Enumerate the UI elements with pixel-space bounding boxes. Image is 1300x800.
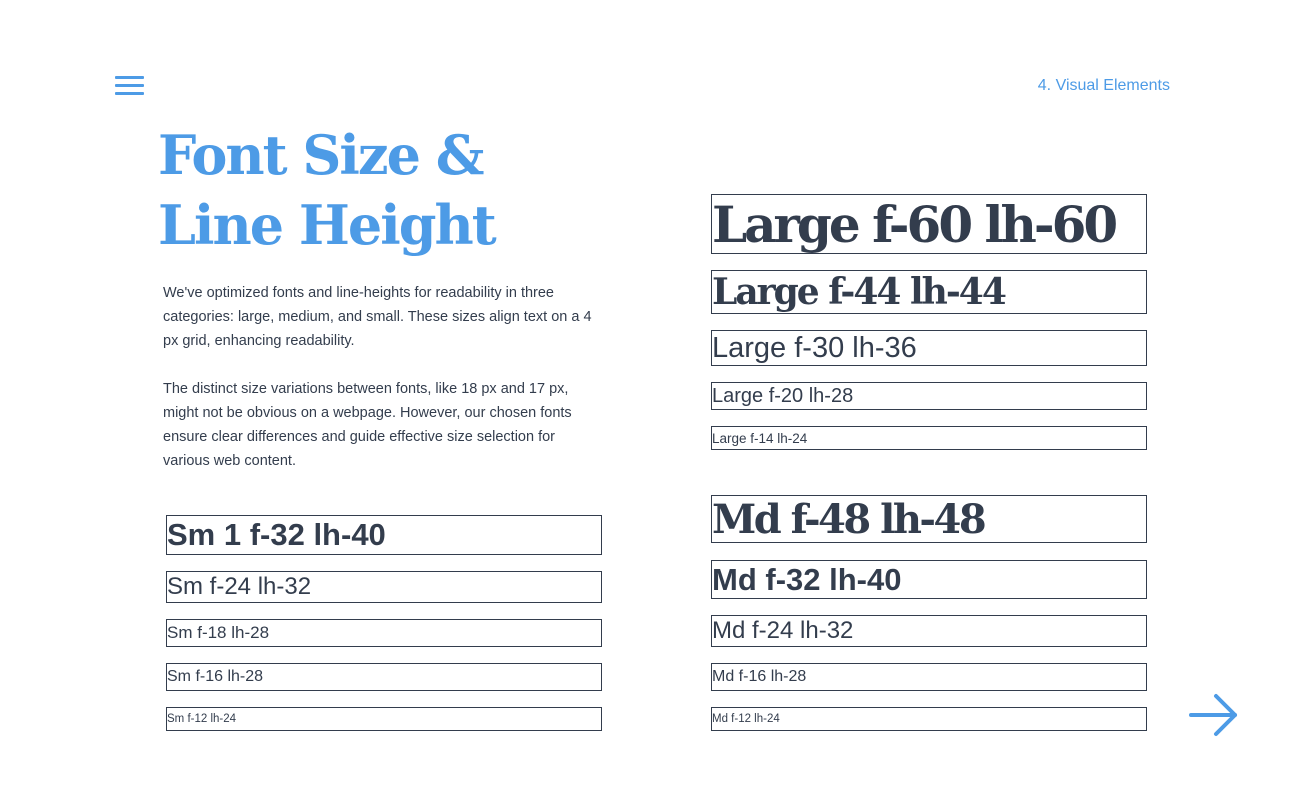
- sample-sm-4: Sm f-16 lh-28: [166, 663, 602, 691]
- sample-md-2: Md f-32 lh-40: [711, 560, 1147, 599]
- sample-sm-2: Sm f-24 lh-32: [166, 571, 602, 603]
- sample-sm-1: Sm 1 f-32 lh-40: [166, 515, 602, 555]
- sample-large-5: Large f-14 lh-24: [711, 426, 1147, 450]
- sample-large-1: Large f-60 lh-60: [711, 194, 1147, 254]
- arrow-right-icon[interactable]: [1188, 692, 1240, 738]
- sample-large-3: Large f-30 lh-36: [711, 330, 1147, 366]
- section-label-link[interactable]: 4. Visual Elements: [1037, 77, 1170, 94]
- menu-line: [115, 92, 144, 95]
- sample-large-2: Large f-44 lh-44: [711, 270, 1147, 314]
- page-title: Font Size & Line Height: [158, 123, 495, 257]
- hamburger-menu-icon[interactable]: [115, 76, 144, 98]
- arrow-right-icon-svg: [1188, 692, 1240, 738]
- sample-large-4: Large f-20 lh-28: [711, 382, 1147, 410]
- intro-text: [163, 281, 603, 497]
- sample-md-1: Md f-48 lh-48: [711, 495, 1147, 543]
- sample-md-3: Md f-24 lh-32: [711, 615, 1147, 647]
- sample-md-4: Md f-16 lh-28: [711, 663, 1147, 691]
- menu-line: [115, 76, 144, 79]
- intro-paragraph: We've optimized fonts and line-heights for readability in three categories: large, medium, and small. These sizes align text on a 4 px grid, enhancing readability.: [163, 285, 592, 349]
- sample-sm-5: Sm f-12 lh-24: [166, 707, 602, 731]
- intro-paragraph: The distinct size variations between fonts, like 18 px and 17 px, might not be obvious on a webpage. However, our chosen fonts ensure clear differences and guide effective size selection for various web content.: [163, 381, 572, 469]
- sample-sm-3: Sm f-18 lh-28: [166, 619, 602, 647]
- sample-md-5: Md f-12 lh-24: [711, 707, 1147, 731]
- menu-line: [115, 84, 144, 87]
